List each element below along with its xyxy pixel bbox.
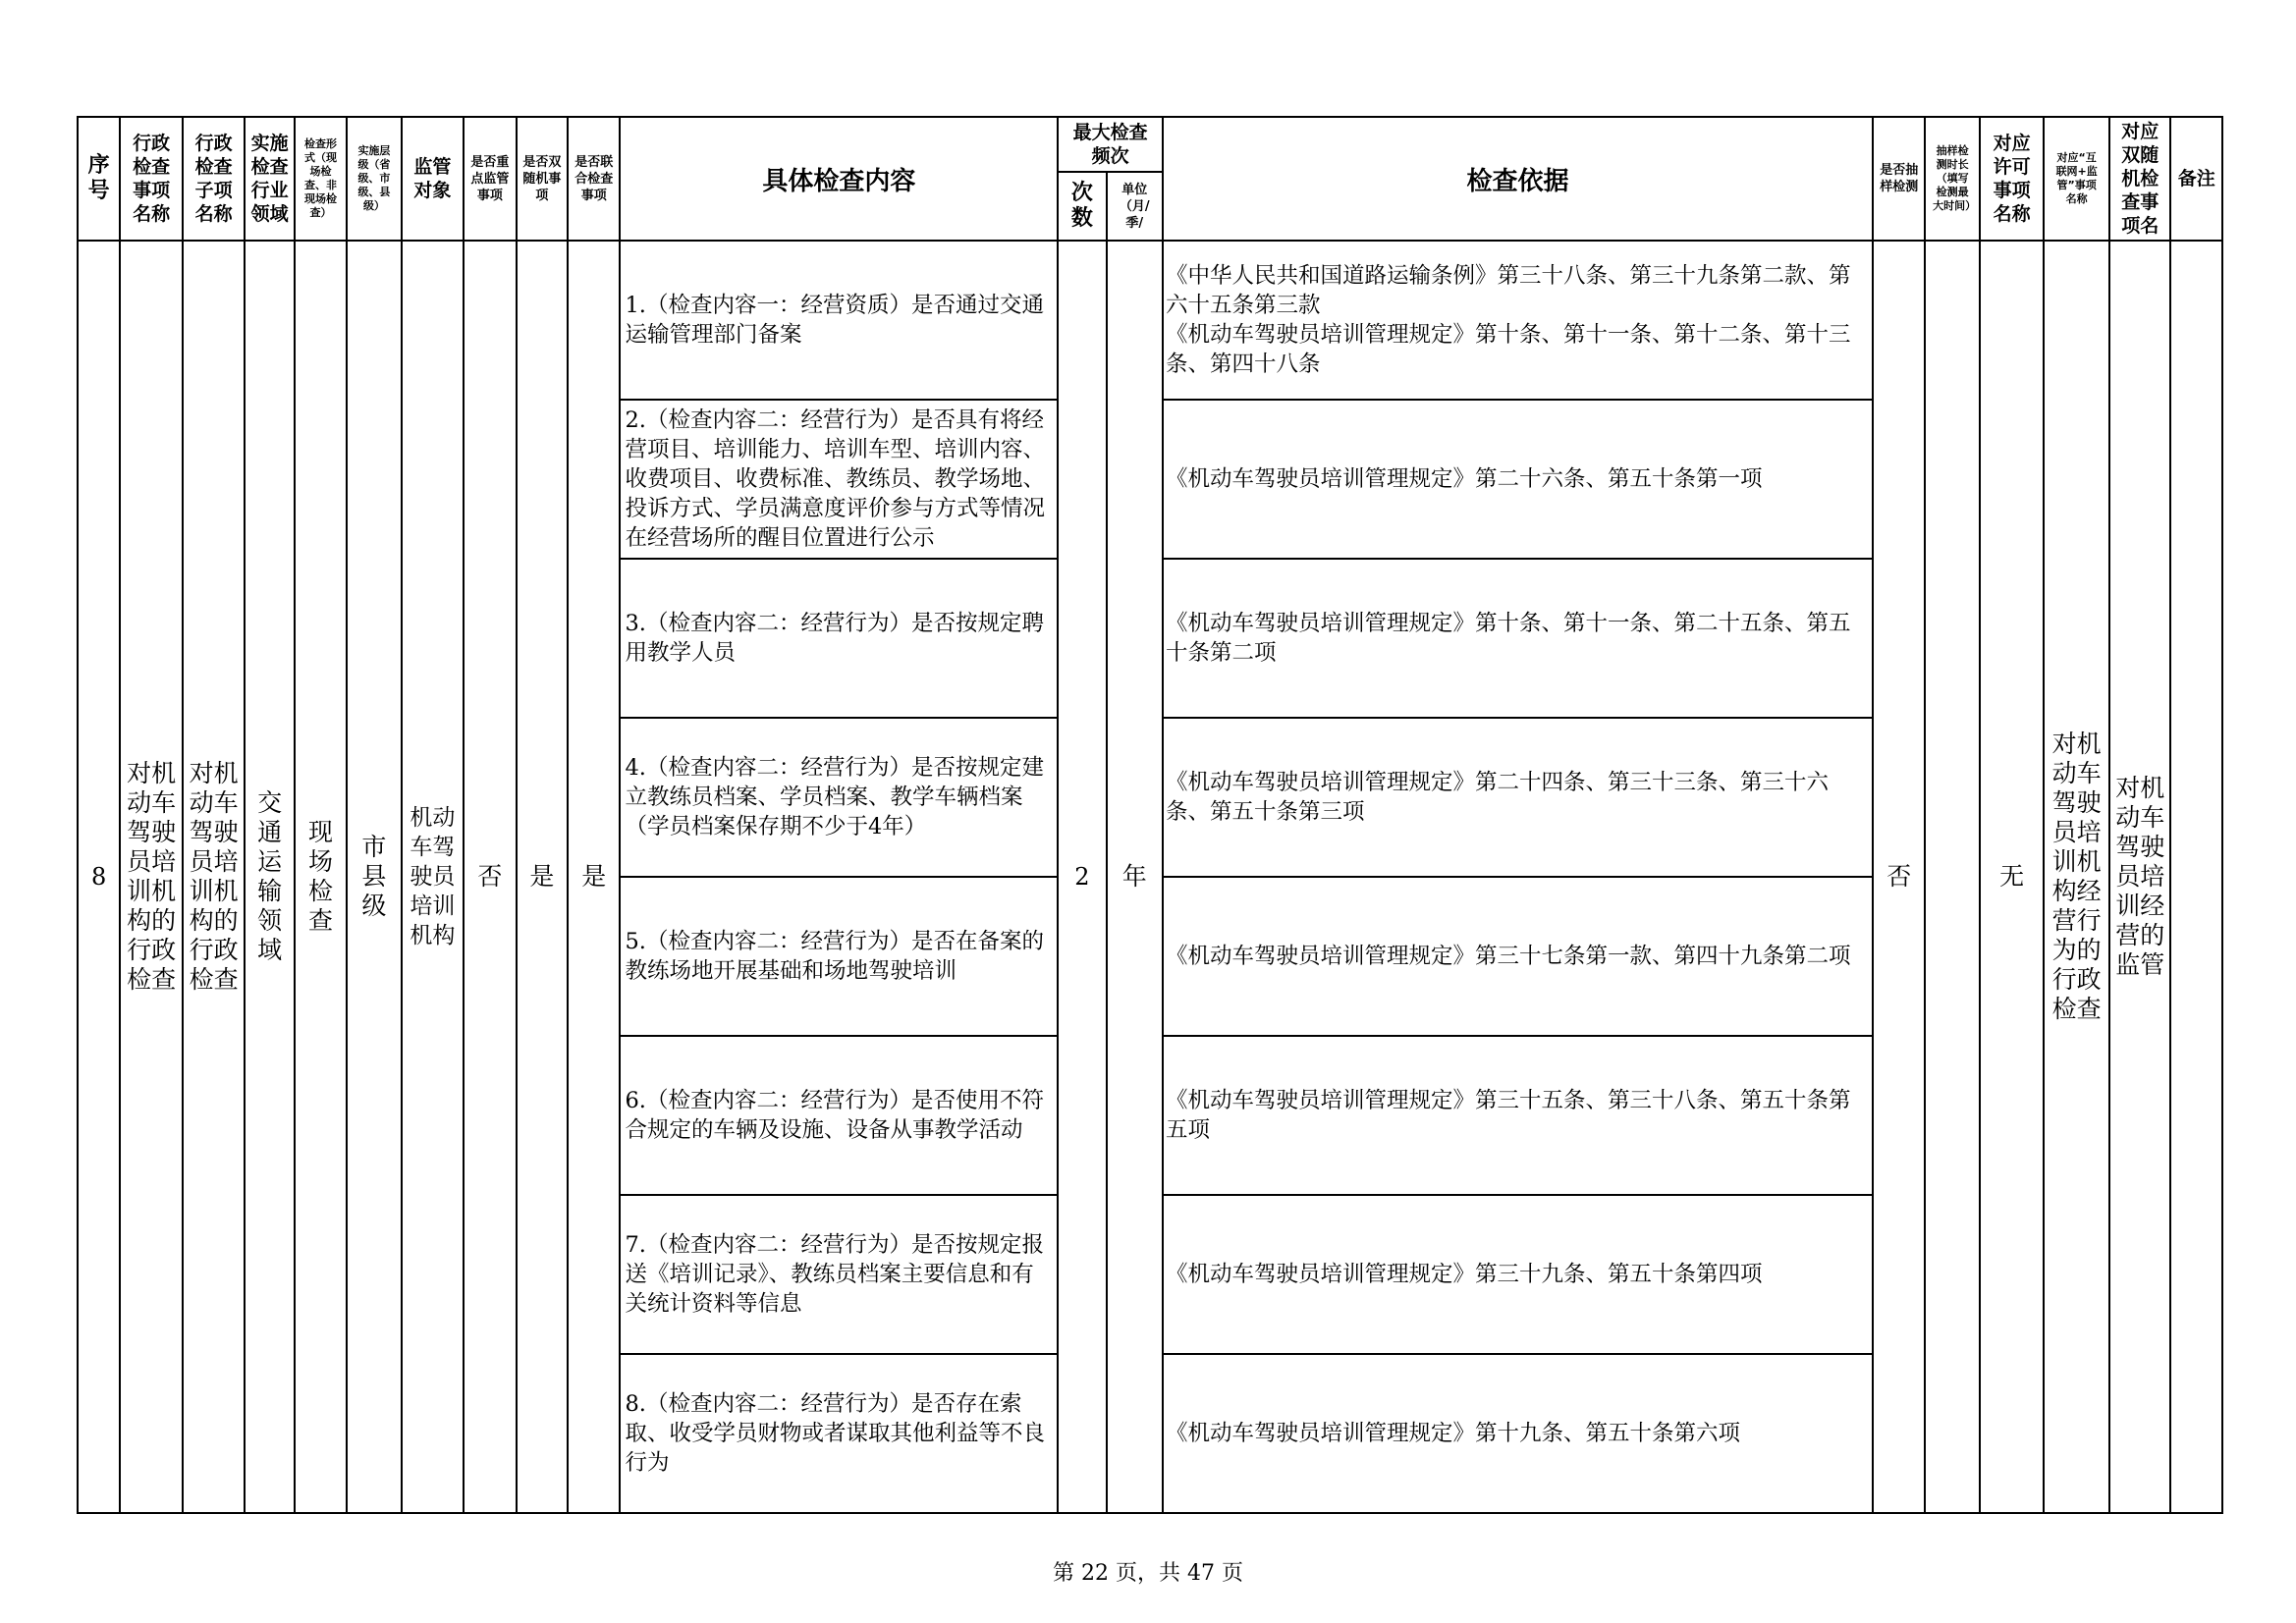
header-seq: 序号 xyxy=(78,117,120,241)
row-level: 市县级 xyxy=(347,241,401,1513)
header-random-name: 对应双随机检查事项名 xyxy=(2109,117,2171,241)
row-freq-unit: 年 xyxy=(1107,241,1163,1513)
header-object: 监管对象 xyxy=(402,117,465,241)
check-basis: 《机动车驾驶员培训管理规定》第二十四条、第三十三条、第三十六条、第五十条第三项 xyxy=(1163,718,1873,877)
row-item-name: 对机动车驾驶员培训机构的行政检查 xyxy=(120,241,183,1513)
check-basis: 《机动车驾驶员培训管理规定》第二十六条、第五十条第一项 xyxy=(1163,400,1873,559)
check-content: 5.（检查内容二：经营行为）是否在备案的教练场地开展基础和场地驾驶培训 xyxy=(620,877,1058,1036)
row-sampling: 否 xyxy=(1873,241,1925,1513)
row-joint-item: 是 xyxy=(568,241,620,1513)
inspection-table xyxy=(77,116,2223,1514)
row-key-item: 否 xyxy=(464,241,516,1513)
row-sub-item-name: 对机动车驾驶员培训机构的行政检查 xyxy=(183,241,246,1513)
header-level: 实施层级（省级、市级、县级） xyxy=(347,117,401,241)
header-joint-item: 是否联合检查事项 xyxy=(568,117,620,241)
check-content: 1.（检查内容一：经营资质）是否通过交通运输管理部门备案 xyxy=(620,241,1058,400)
header-freq-unit: 单位（月/季/ xyxy=(1107,172,1163,241)
row-random-item: 是 xyxy=(517,241,568,1513)
check-basis: 《中华人民共和国道路运输条例》第三十八条、第三十九条第二款、第六十五条第三款 《机动车驾驶员培训管理规定》第十条、第十一条、第十二条、第十三条、第四十八条 xyxy=(1163,241,1873,400)
row-remark xyxy=(2170,241,2222,1513)
row-freq-times: 2 xyxy=(1058,241,1106,1513)
check-content: 8.（检查内容二：经营行为）是否存在索取、收受学员财物或者谋取其他利益等不良行为 xyxy=(620,1354,1058,1513)
check-content: 6.（检查内容二：经营行为）是否使用不符合规定的车辆及设施、设备从事教学活动 xyxy=(620,1036,1058,1195)
header-content: 具体检查内容 xyxy=(620,117,1058,241)
header-industry: 实施检查行业领域 xyxy=(245,117,294,241)
check-content: 7.（检查内容二：经营行为）是否按规定报送《培训记录》、教练员档案主要信息和有关统计资料等信息 xyxy=(620,1195,1058,1354)
check-basis: 《机动车驾驶员培训管理规定》第十条、第十一条、第二十五条、第五十条第二项 xyxy=(1163,559,1873,718)
row-form: 现场检查 xyxy=(295,241,347,1513)
header-internet: 对应“互联网+监管”事项名称 xyxy=(2044,117,2109,241)
header-random-item: 是否双随机事项 xyxy=(517,117,568,241)
row-internet: 对机动车驾驶员培训机构经营行为的行政检查 xyxy=(2044,241,2109,1513)
check-basis: 《机动车驾驶员培训管理规定》第十九条、第五十条第六项 xyxy=(1163,1354,1873,1513)
row-sampling-time xyxy=(1925,241,1979,1513)
header-sampling-time: 抽样检测时长（填写检测最大时间） xyxy=(1925,117,1979,241)
row-seq: 8 xyxy=(78,241,120,1513)
check-basis: 《机动车驾驶员培训管理规定》第三十五条、第三十八条、第五十条第五项 xyxy=(1163,1036,1873,1195)
check-basis: 《机动车驾驶员培训管理规定》第三十七条第一款、第四十九条第二项 xyxy=(1163,877,1873,1036)
row-random-name: 对机动车驾驶员培训经营的监管 xyxy=(2109,241,2171,1513)
check-basis: 《机动车驾驶员培训管理规定》第三十九条、第五十条第四项 xyxy=(1163,1195,1873,1354)
header-key-item: 是否重点监管事项 xyxy=(464,117,516,241)
header-form: 检查形式（现场检查、非现场检查） xyxy=(295,117,347,241)
header-license: 对应许可事项名称 xyxy=(1980,117,2045,241)
header-remark: 备注 xyxy=(2170,117,2222,241)
header-frequency: 最大检查频次 xyxy=(1058,117,1163,172)
check-content: 4.（检查内容二：经营行为）是否按规定建立教练员档案、学员档案、教学车辆档案（学员档案保存期不少于4年） xyxy=(620,718,1058,877)
check-content: 3.（检查内容二：经营行为）是否按规定聘用教学人员 xyxy=(620,559,1058,718)
row-object: 机动车驾驶员培训机构 xyxy=(402,241,465,1513)
header-item-name: 行政检查事项名称 xyxy=(120,117,183,241)
header-basis: 检查依据 xyxy=(1163,117,1873,241)
row-license: 无 xyxy=(1980,241,2045,1513)
header-sampling: 是否抽样检测 xyxy=(1873,117,1925,241)
row-industry: 交通运输领域 xyxy=(245,241,294,1513)
header-freq-times: 次数 xyxy=(1058,172,1106,241)
page-number: 第 22 页，共 47 页 xyxy=(1053,1561,1243,1586)
check-content: 2.（检查内容二：经营行为）是否具有将经营项目、培训能力、培训车型、培训内容、收费项目、收费标准、教练员、教学场地、投诉方式、学员满意度评价参与方式等情况在经营场所的醒目位置进行公示 xyxy=(620,400,1058,559)
header-sub-item-name: 行政检查子项名称 xyxy=(183,117,246,241)
